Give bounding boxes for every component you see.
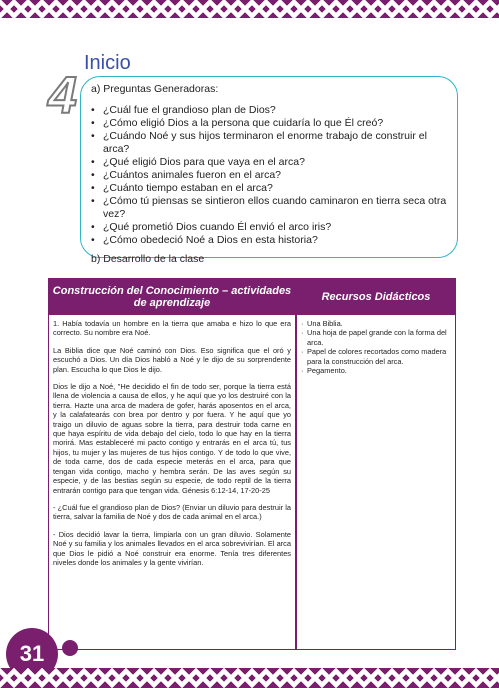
activity-paragraph: Dios le dijo a Noé, "He decidido el fin de todo ser, porque la tierra está llena de violencia a causa de ellos, y he aquí que yo los destruiré con la tierra. Hazte una arca de madera de gofer, harás aposentos en el arca, y la calafatearás con brea por dentro y por fuera. Y he aquí que yo traigo un diluvio de aguas sobre la tierra, para destruir toda carne en que haya espíritu de vida debajo del cielo, todo lo que hay en la tierra morirá. Mas estableceré mi pacto contigo y entrarás en el arca tú, tus hijos, tu mujer y las mujeres de tus hijos contigo. Y de todo lo que vive, de toda carne, dos de cada especie meterás en el arca, para que tengan vida contigo, macho y hembra serán. De las aves según su especie, y de las bestias según su especie, de todo reptil de la tierra entrarán contigo para que tengan vida. Génesis 6:12-14, 17-20-25 [53,382,291,495]
resource-item: · Papel de colores recortados como madera para la construcción del arca. [301,347,451,366]
questions-list [91,104,447,247]
question-item: • ¿Cuál fue el grandioso plan de Dios? [91,104,447,117]
question-item: • ¿Cómo obedeció Noé a Dios en esta historia? [91,234,447,247]
activities-table [48,278,456,650]
page-number: 31 [19,641,45,666]
resources-column [301,319,451,375]
activity-paragraph: 1. Había todavía un hombre en la tierra que amaba e hizo lo que era correcto. Su nombre era Noé. [53,319,291,338]
top-decorative-band [0,0,499,18]
page-decorative-dot [62,640,78,656]
question-item: • ¿Qué prometió Dios cuando Él envió el arco iris? [91,221,447,234]
question-item: • ¿Qué eligió Dios para que vaya en el arca? [91,156,447,169]
question-item: • ¿Cuánto tiempo estaban en el arca? [91,182,447,195]
bottom-decorative-band [0,668,499,688]
activity-paragraph: La Biblia dice que Noé caminó con Dios. Eso significa que el oró y escuchó a Dios. Un día Dios habló a Noé y le dijo de su sorprendente plan. Escucha lo que Dios le dijo. [53,345,291,374]
column-divider [295,279,297,649]
question-item: • ¿Cómo eligió Dios a la persona que cuidaría lo que Él creó? [91,117,447,130]
question-item: • ¿Cuántos animales fueron en el arca? [91,169,447,182]
resource-item: · Una hoja de papel grande con la forma del arca. [301,328,451,347]
activities-column [53,319,291,575]
section-number: 4 [48,67,77,125]
activity-paragraph: - ¿Cuál fue el grandioso plan de Dios? (Enviar un diluvio para destruir la tierra, salvar la familia de Noé y dos de cada animal en el arca.) [53,502,291,522]
development-label: b) Desarrollo de la clase [91,253,205,265]
section-title: Inicio [84,52,131,74]
questions-label: a) Preguntas Generadoras: [91,83,219,95]
resources-list [301,319,451,375]
table-header-resources: Recursos Didácticos [297,279,455,315]
activity-paragraph: - Dios decidió lavar la tierra, limpiarla con un gran diluvio. Solamente Noé y su familia y los animales llevados en el arca sobrevivirían. El arca que Dios le pidió a Noé construir era enorme. Tenía tres diferentes niveles donde los animales y la gente vivirían. [53,529,291,567]
question-item: • ¿Cómo tú piensas se sintieron ellos cuando caminaron en tierra seca otra vez? [91,195,447,221]
resource-item: · Pegamento. [301,366,451,375]
table-header-construction: Construcción del Conocimiento – actividades de aprendizaje [49,279,295,315]
question-item: • ¿Cuándo Noé y sus hijos terminaron el enorme trabajo de construir el arca? [91,130,447,156]
questions-box [80,76,458,265]
resource-item: · Una Biblia. [301,319,451,328]
